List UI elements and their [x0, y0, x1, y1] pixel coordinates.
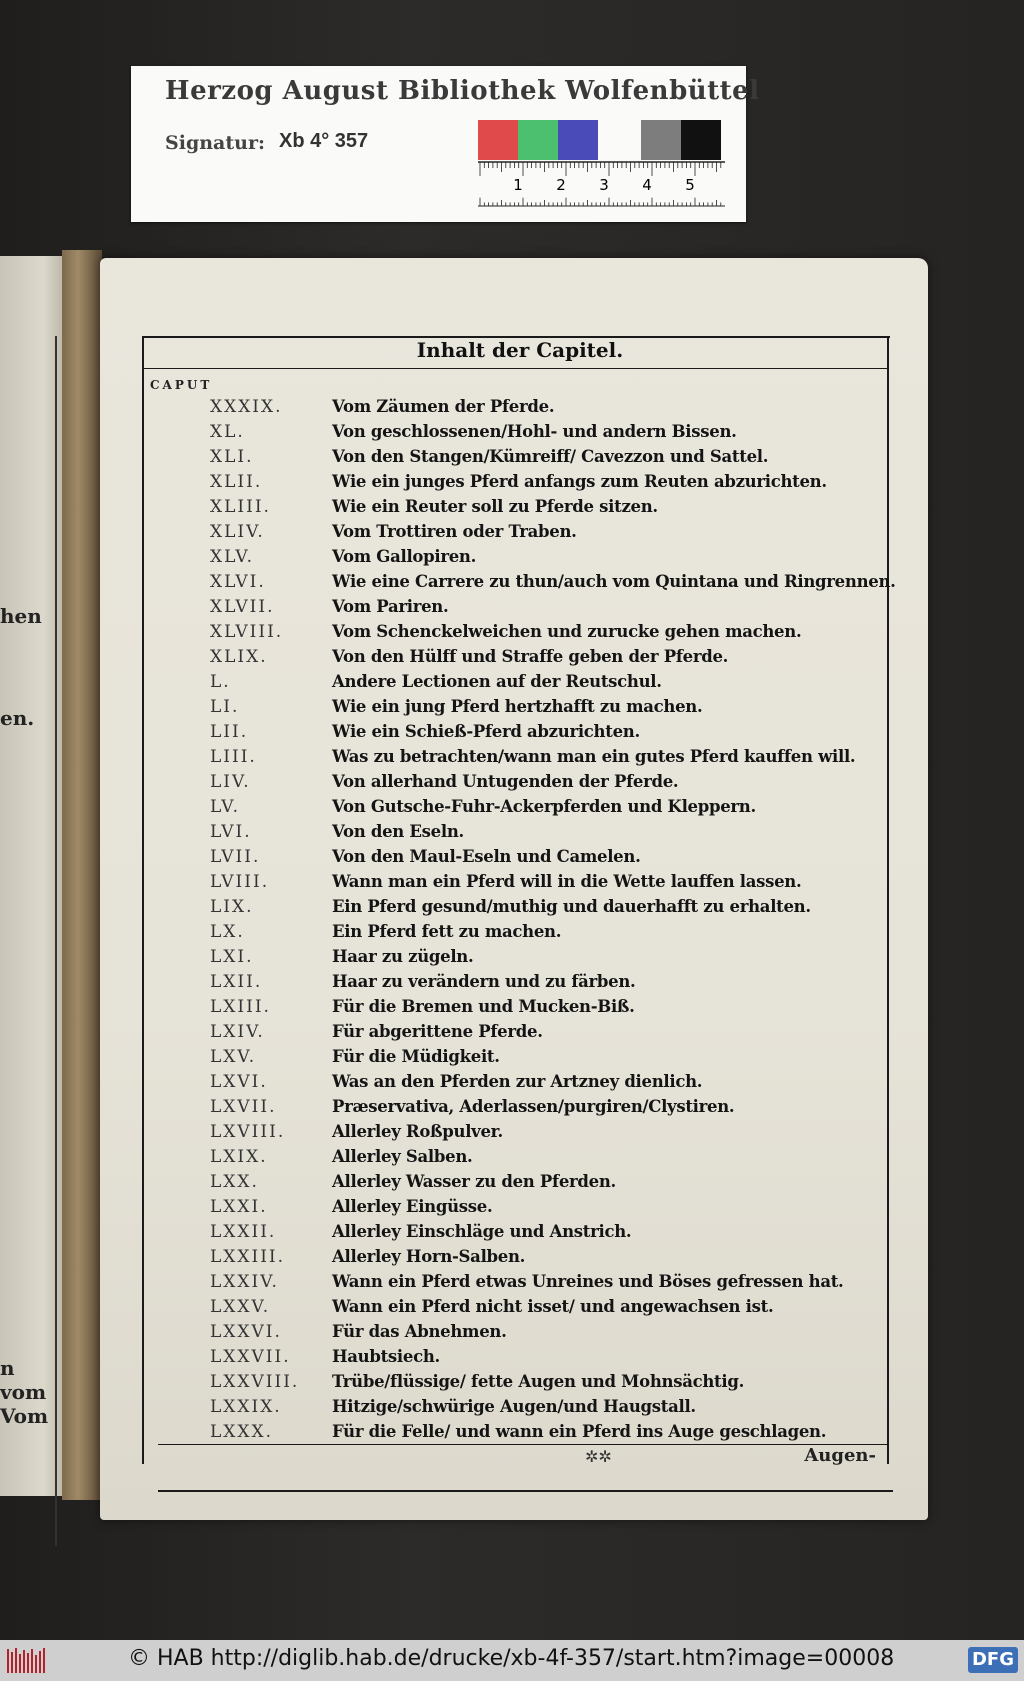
chapter-number: LXV. [210, 1046, 257, 1067]
chapter-title: Præservativa, Aderlassen/purgiren/Clystiren. [332, 1097, 735, 1116]
chapter-number: LXXVI. [210, 1321, 282, 1342]
chapter-title: Für das Abnehmen. [332, 1322, 507, 1341]
caput-label: CAPUT [150, 378, 213, 392]
chapter-entry [210, 819, 930, 844]
chapter-entry [210, 1169, 930, 1194]
chapter-title: Für abgerittene Pferde. [332, 1022, 543, 1041]
chapter-number: LVII. [210, 846, 261, 867]
chapter-number: LV. [210, 796, 240, 817]
color-swatch-black [681, 120, 721, 160]
chapter-title: Wann ein Pferd nicht isset/ und angewachsen ist. [332, 1297, 774, 1316]
chapter-number: XLVII. [210, 596, 275, 617]
chapter-entry [210, 1019, 930, 1044]
chapter-title: Wie eine Carrere zu thun/auch vom Quintana und Ringrennen. [332, 572, 896, 591]
chapter-entry [210, 1244, 930, 1269]
chapter-entry [210, 1044, 930, 1069]
chapter-title: Wie ein jung Pferd hertzhafft zu machen. [332, 697, 703, 716]
chapter-number: XLIII. [210, 496, 271, 517]
chapter-title: Vom Pariren. [332, 597, 449, 616]
chapter-entry [210, 669, 930, 694]
page-left-rule [142, 336, 144, 1464]
chapter-number: LXIV. [210, 1021, 265, 1042]
chapter-entry [210, 1069, 930, 1094]
chapter-entry [210, 794, 930, 819]
chapter-title: Vom Schenckelweichen und zurucke gehen machen. [332, 622, 802, 641]
chapter-entry [210, 1269, 930, 1294]
page-title: Inhalt der Capitel. [416, 338, 624, 362]
color-swatch-blue [558, 120, 598, 160]
chapter-number: LX. [210, 921, 245, 942]
heading-rule [142, 368, 887, 369]
chapter-title: Für die Müdigkeit. [332, 1047, 500, 1066]
chapter-entry [210, 644, 930, 669]
chapter-title: Vom Trottiren oder Traben. [332, 522, 577, 541]
chapter-title: Ein Pferd fett zu machen. [332, 922, 562, 941]
chapter-number: XLIV. [210, 521, 265, 542]
chapter-entry [210, 1344, 930, 1369]
chapter-title: Vom Gallopiren. [332, 547, 477, 566]
chapter-title: Von den Eseln. [332, 822, 464, 841]
color-swatch-green [518, 120, 558, 160]
chapter-number: XLIX. [210, 646, 268, 667]
chapter-title: Wie ein Schieß-Pferd abzurichten. [332, 722, 640, 741]
dfg-logo: DFG [968, 1647, 1018, 1673]
chapter-entry [210, 594, 930, 619]
chapter-title: Allerley Einschläge und Anstrich. [332, 1222, 632, 1241]
chapter-number: LXIII. [210, 996, 271, 1017]
chapter-title: Haar zu verändern und zu färben. [332, 972, 636, 991]
chapter-number: LXVIII. [210, 1121, 286, 1142]
chapter-number: XLI. [210, 446, 254, 467]
chapter-list [210, 394, 930, 1444]
color-swatch-red [478, 120, 518, 160]
color-swatch-gray [641, 120, 681, 160]
library-name: Herzog August Bibliothek Wolfenbüttel [165, 76, 760, 106]
chapter-title: Allerley Roßpulver. [332, 1122, 503, 1141]
chapter-title: Von allerhand Untugenden der Pferde. [332, 772, 679, 791]
chapter-title: Andere Lectionen auf der Reutschul. [332, 672, 662, 691]
chapter-title: Allerley Wasser zu den Pferden. [332, 1172, 616, 1191]
chapter-entry [210, 869, 930, 894]
chapter-title: Hitzige/schwürige Augen/und Haugstall. [332, 1397, 696, 1416]
chapter-number: LXXV. [210, 1296, 271, 1317]
chapter-title: Allerley Horn-Salben. [332, 1247, 526, 1266]
chapter-entry [210, 944, 930, 969]
chapter-entry [210, 1369, 930, 1394]
chapter-title: Was zu betrachten/wann man ein gutes Pferd kauffen will. [332, 747, 856, 766]
chapter-number: LVIII. [210, 871, 270, 892]
catchword: Augen- [804, 1445, 876, 1466]
chapter-title: Wie ein Reuter soll zu Pferde sitzen. [332, 497, 658, 516]
chapter-number: LXXII. [210, 1221, 277, 1242]
page-footer-rule [158, 1490, 893, 1492]
color-swatch-white [598, 120, 641, 160]
chapter-entry [210, 419, 930, 444]
chapter-title: Wann ein Pferd etwas Unreines und Böses gefressen hat. [332, 1272, 844, 1291]
chapter-number: LXVI. [210, 1071, 268, 1092]
chapter-entry [210, 1219, 930, 1244]
chapter-entry [210, 519, 930, 544]
chapter-entry [210, 619, 930, 644]
left-page-fragment: Vom [0, 1404, 49, 1428]
chapter-entry [210, 769, 930, 794]
signature-value: Xb 4° 357 [279, 130, 369, 152]
chapter-entry [210, 469, 930, 494]
chapter-entry [210, 544, 930, 569]
left-page-fragment: n vom [0, 1356, 47, 1404]
chapter-entry [210, 894, 930, 919]
ruler-number: 4 [642, 176, 652, 194]
chapter-number: L. [210, 671, 231, 692]
chapter-title: Von den Maul-Eseln und Camelen. [332, 847, 641, 866]
chapter-entry [210, 844, 930, 869]
chapter-title: Wie ein junges Pferd anfangs zum Reuten abzurichten. [332, 472, 827, 491]
chapter-title: Für die Bremen und Mucken-Biß. [332, 997, 635, 1016]
chapter-number: XLII. [210, 471, 263, 492]
library-card [131, 66, 760, 222]
chapter-number: LXXIII. [210, 1246, 286, 1267]
chapter-title: Trübe/flüssige/ fette Augen und Mohnsächtig. [332, 1372, 745, 1391]
chapter-entry [210, 569, 930, 594]
chapter-number: XXXIX. [210, 396, 283, 417]
ruler-number: 5 [685, 176, 695, 194]
chapter-number: LXXI. [210, 1196, 268, 1217]
hab-logo-icon [6, 1646, 48, 1676]
book-page [100, 258, 928, 1520]
chapter-entry [210, 969, 930, 994]
chapter-number: LIX. [210, 896, 254, 917]
chapter-entry [210, 1394, 930, 1419]
viewer-footer [0, 1640, 1024, 1681]
left-page-fragment: hen [0, 604, 42, 628]
chapter-entry [210, 1319, 930, 1344]
chapter-entry [210, 744, 930, 769]
left-facing-page [0, 256, 62, 1496]
chapter-title: Was an den Pferden zur Artzney dienlich. [332, 1072, 703, 1091]
chapter-number: LI. [210, 696, 240, 717]
chapter-number: LXXVIII. [210, 1371, 300, 1392]
chapter-number: LXXIX. [210, 1396, 282, 1417]
left-page-fragment: en. [0, 706, 35, 730]
chapter-entry [210, 1294, 930, 1319]
chapter-title: Für die Felle/ und wann ein Pferd ins Auge geschlagen. [332, 1422, 827, 1441]
chapter-entry [210, 1144, 930, 1169]
chapter-title: Von den Hülff und Straffe geben der Pferde. [332, 647, 729, 666]
chapter-title: Von Gutsche-Fuhr-Ackerpferden und Kleppern. [332, 797, 756, 816]
chapter-entry [210, 1094, 930, 1119]
copyright-url: © HAB http://diglib.hab.de/drucke/xb-4f-357/start.htm?image=00008 [128, 1646, 895, 1671]
chapter-title: Haar zu zügeln. [332, 947, 474, 966]
chapter-title: Haubtsiech. [332, 1347, 440, 1366]
chapter-number: LXIX. [210, 1146, 268, 1167]
chapter-entry [210, 1119, 930, 1144]
chapter-entry [210, 1419, 930, 1444]
ruler-number: 3 [599, 176, 609, 194]
chapter-entry [210, 994, 930, 1019]
chapter-title: Von den Stangen/Kümreiff/ Cavezzon und Sattel. [332, 447, 769, 466]
chapter-number: LVI. [210, 821, 252, 842]
chapter-number: LXVII. [210, 1096, 277, 1117]
page-bottom-rule [158, 1444, 888, 1445]
ruler-number: 2 [556, 176, 566, 194]
chapter-title: Von geschlossenen/Hohl- und andern Bissen. [332, 422, 737, 441]
chapter-entry [210, 919, 930, 944]
chapter-number: XLV. [210, 546, 255, 567]
chapter-number: LIV. [210, 771, 251, 792]
chapter-number: LXXX. [210, 1421, 274, 1442]
chapter-title: Allerley Salben. [332, 1147, 473, 1166]
chapter-number: LIII. [210, 746, 257, 767]
chapter-number: XL. [210, 421, 245, 442]
chapter-entry [210, 694, 930, 719]
chapter-entry [210, 494, 930, 519]
left-page-rule [55, 336, 57, 1546]
chapter-number: LXXIV. [210, 1271, 279, 1292]
chapter-entry [210, 394, 930, 419]
ruler-number: 1 [513, 176, 523, 194]
chapter-number: XLVI. [210, 571, 266, 592]
chapter-title: Allerley Eingüsse. [332, 1197, 493, 1216]
book-spine-edge [62, 250, 102, 1500]
chapter-number: LII. [210, 721, 249, 742]
chapter-title: Vom Zäumen der Pferde. [332, 397, 555, 416]
chapter-number: LXX. [210, 1171, 259, 1192]
measurement-ruler [478, 160, 725, 208]
color-calibration-strip [478, 120, 721, 160]
chapter-title: Ein Pferd gesund/muthig und dauerhafft zu erhalten. [332, 897, 811, 916]
chapter-entry [210, 444, 930, 469]
signature-label: Signatur: [165, 132, 265, 154]
chapter-number: XLVIII. [210, 621, 284, 642]
chapter-title: Wann man ein Pferd will in die Wette lauffen lassen. [332, 872, 802, 891]
chapter-entry [210, 719, 930, 744]
chapter-number: LXXVII. [210, 1346, 291, 1367]
chapter-entry [210, 1194, 930, 1219]
chapter-number: LXII. [210, 971, 263, 992]
chapter-number: LXI. [210, 946, 254, 967]
signature-mark: ✲✲ [585, 1447, 612, 1466]
